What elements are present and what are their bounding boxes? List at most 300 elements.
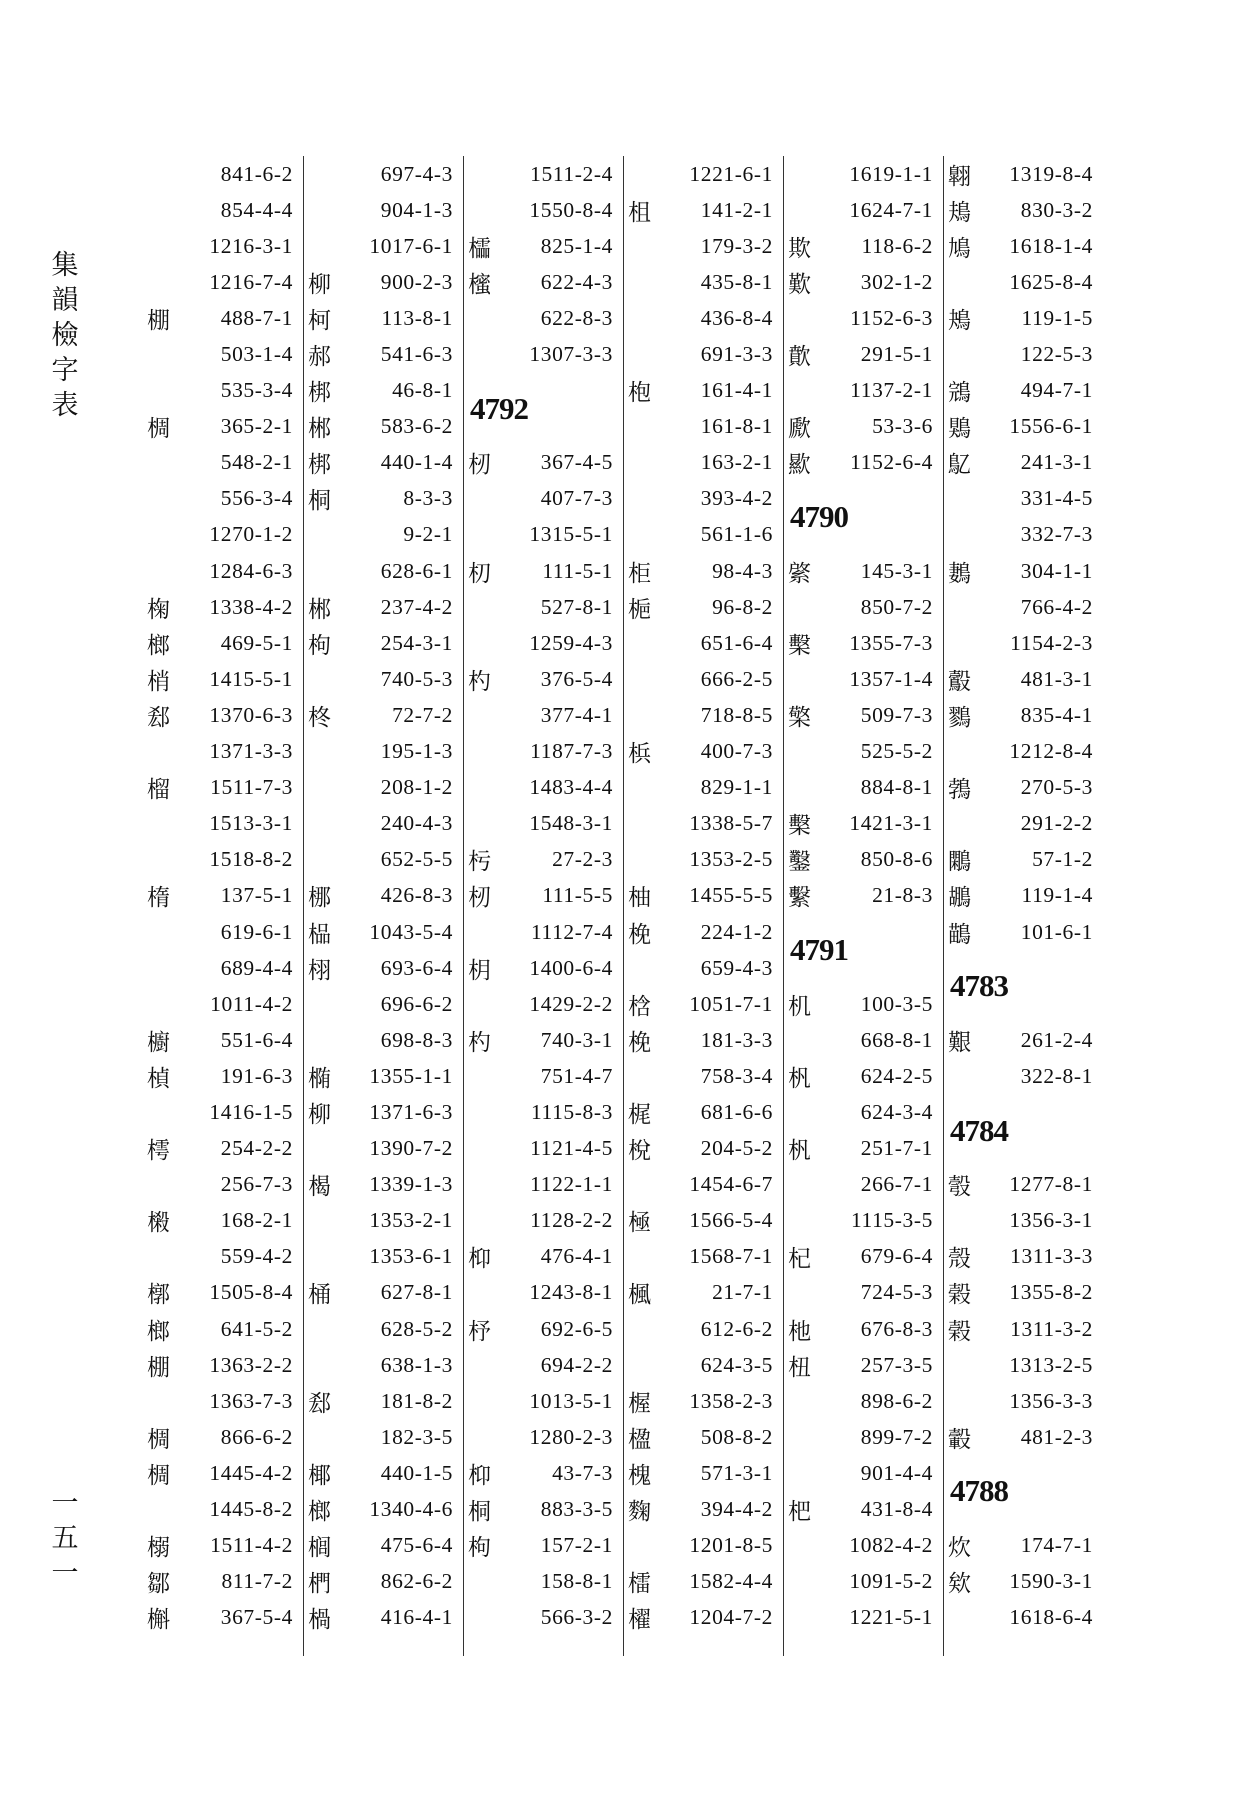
entry-character: 槲 — [147, 1607, 170, 1634]
entry-reference: 1311-3-3 — [1010, 1244, 1093, 1269]
index-entry — [304, 1167, 463, 1203]
entry-reference: 1121-4-5 — [530, 1136, 613, 1161]
entry-reference: 1358-2-3 — [689, 1388, 773, 1413]
entry-reference: 365-2-1 — [220, 414, 293, 439]
index-entry — [143, 950, 303, 986]
entry-reference: 1556-6-1 — [1009, 414, 1093, 439]
entry-reference: 1152-6-3 — [850, 305, 933, 330]
entry-character: 杋 — [788, 1138, 811, 1165]
index-entry — [304, 1022, 463, 1058]
entry-reference: 476-4-1 — [540, 1244, 613, 1269]
index-entry — [944, 878, 1103, 914]
index-column — [143, 156, 303, 1656]
index-entry — [304, 409, 463, 445]
entry-character: 梹 — [628, 741, 651, 768]
index-entry — [624, 806, 783, 842]
entry-character: 榔 — [308, 1499, 331, 1526]
index-entry — [784, 409, 943, 445]
index-entry — [944, 1600, 1103, 1636]
entry-reference: 835-4-1 — [1020, 702, 1093, 727]
entry-reference: 696-6-2 — [380, 991, 453, 1016]
entry-character: 樗 — [147, 1138, 170, 1165]
index-entry — [624, 1058, 783, 1094]
entry-reference: 261-2-4 — [1020, 1027, 1093, 1052]
entry-reference: 1338-4-2 — [209, 594, 293, 619]
index-entry — [464, 1383, 623, 1419]
entry-character: 椚 — [308, 1571, 331, 1598]
entry-character: 桐 — [308, 488, 331, 515]
entry-reference: 1363-7-3 — [209, 1388, 293, 1413]
index-entry — [304, 517, 463, 553]
entry-reference: 1315-5-1 — [529, 522, 613, 547]
entry-reference: 758-3-4 — [700, 1063, 773, 1088]
entry-character: 柤 — [628, 199, 651, 226]
index-entry — [143, 1058, 303, 1094]
entry-reference: 141-2-1 — [700, 197, 773, 222]
entry-character: 郄 — [308, 1390, 331, 1417]
entry-character: 枂 — [468, 957, 491, 984]
entry-reference: 332-7-3 — [1020, 522, 1093, 547]
index-entry — [143, 1167, 303, 1203]
entry-reference: 1339-1-3 — [369, 1172, 453, 1197]
entry-reference: 624-3-4 — [860, 1099, 933, 1124]
entry-character: 欺 — [788, 235, 811, 262]
index-entry — [304, 1094, 463, 1130]
entry-reference: 693-6-4 — [380, 955, 453, 980]
index-entry — [143, 264, 303, 300]
index-entry — [143, 1131, 303, 1167]
index-title: 集 韻 檢 字 表 — [51, 250, 79, 421]
entry-character: 杒 — [468, 885, 491, 912]
entry-character: 枊 — [468, 1246, 491, 1273]
entry-reference: 622-8-3 — [540, 305, 613, 330]
entry-reference: 1115-3-5 — [850, 1208, 933, 1233]
index-entry — [143, 156, 303, 192]
entry-character: 楓 — [628, 1282, 651, 1309]
entry-reference: 475-6-4 — [380, 1533, 453, 1558]
section-heading: 4788 — [950, 1473, 1008, 1509]
entry-character: 机 — [788, 993, 811, 1020]
index-entry — [304, 806, 463, 842]
entry-reference: 1390-7-2 — [369, 1136, 453, 1161]
entry-character: 檕 — [788, 632, 811, 659]
entry-reference: 1313-2-5 — [1009, 1352, 1093, 1377]
index-entry — [304, 1239, 463, 1275]
entry-reference: 1216-7-4 — [209, 269, 293, 294]
index-entry — [143, 625, 303, 661]
entry-character: 鶪 — [948, 416, 971, 443]
entry-character: 麴 — [628, 1499, 651, 1526]
index-entry — [944, 1347, 1103, 1383]
entry-reference: 559-4-2 — [220, 1244, 293, 1269]
entry-reference: 331-4-5 — [1020, 486, 1093, 511]
entry-reference: 43-7-3 — [552, 1460, 613, 1485]
index-entry — [464, 445, 623, 481]
entry-reference: 1338-5-7 — [689, 811, 773, 836]
entry-character: 楇 — [308, 1607, 331, 1634]
index-entry — [624, 373, 783, 409]
entry-reference: 1566-5-4 — [689, 1208, 773, 1233]
entry-reference: 291-2-2 — [1020, 811, 1093, 836]
index-column — [783, 156, 943, 1656]
page-number: 一 五 一 — [51, 1488, 79, 1589]
entry-reference: 624-2-5 — [860, 1063, 933, 1088]
entry-character: 柚 — [628, 885, 651, 912]
entry-character: 榴 — [147, 777, 170, 804]
entry-character: 鳦 — [948, 452, 971, 479]
entry-character: 榔 — [147, 632, 170, 659]
index-entry — [464, 517, 623, 553]
entry-reference: 1307-3-3 — [529, 342, 613, 367]
index-entry — [944, 914, 1103, 950]
index-entry — [944, 1528, 1103, 1564]
index-entry — [784, 1167, 943, 1203]
index-entry — [304, 156, 463, 192]
entry-character: 椰 — [308, 1462, 331, 1489]
index-entry — [143, 1491, 303, 1527]
entry-reference: 1013-5-1 — [529, 1388, 613, 1413]
section-heading: 4784 — [950, 1112, 1008, 1148]
entry-reference: 237-4-2 — [380, 594, 453, 619]
entry-reference: 884-8-1 — [860, 775, 933, 800]
entry-reference: 111-5-1 — [542, 558, 613, 583]
entry-character: 樧 — [147, 1210, 170, 1237]
entry-reference: 394-4-2 — [700, 1497, 773, 1522]
index-entry — [143, 842, 303, 878]
entry-reference: 158-8-1 — [540, 1569, 613, 1594]
entry-reference: 1221-5-1 — [849, 1605, 933, 1630]
entry-character: 柊 — [308, 704, 331, 731]
index-entry — [624, 697, 783, 733]
entry-reference: 8-3-3 — [403, 486, 453, 511]
entry-character: 椆 — [147, 1426, 170, 1453]
entry-reference: 900-2-3 — [380, 269, 453, 294]
index-entry — [944, 842, 1103, 878]
entry-reference: 1415-5-1 — [209, 666, 293, 691]
index-column — [303, 156, 463, 1656]
index-entry — [624, 1383, 783, 1419]
entry-reference: 302-1-2 — [860, 269, 933, 294]
index-entry — [143, 1239, 303, 1275]
entry-reference: 72-7-2 — [392, 702, 453, 727]
entry-reference: 1400-6-4 — [529, 955, 613, 980]
index-entry — [464, 1058, 623, 1094]
index-entry — [944, 1564, 1103, 1600]
entry-reference: 698-8-3 — [380, 1027, 453, 1052]
entry-character: 鴂 — [948, 307, 971, 334]
entry-character: 鵍 — [948, 380, 971, 407]
entry-reference: 1582-4-4 — [689, 1569, 773, 1594]
entry-reference: 691-3-3 — [700, 342, 773, 367]
entry-character: 枊 — [468, 1462, 491, 1489]
entry-reference: 119-1-4 — [1021, 883, 1093, 908]
entry-character: 繫 — [788, 885, 811, 912]
entry-character: 杒 — [468, 452, 491, 479]
entry-character: 柜 — [628, 560, 651, 587]
entry-reference: 1212-8-4 — [1009, 739, 1093, 764]
entry-character: 榈 — [308, 1535, 331, 1562]
entry-character: 槨 — [147, 1282, 170, 1309]
entry-character: 椆 — [147, 416, 170, 443]
index-entry — [944, 228, 1103, 264]
entry-reference: 174-7-1 — [1020, 1533, 1093, 1558]
index-entry — [624, 589, 783, 625]
entry-character: 朷 — [468, 560, 491, 587]
entry-reference: 481-2-3 — [1020, 1424, 1093, 1449]
index-entry — [784, 770, 943, 806]
index-entry — [944, 625, 1103, 661]
index-entry — [304, 1058, 463, 1094]
entry-reference: 113-8-1 — [381, 305, 453, 330]
entry-reference: 481-3-1 — [1020, 666, 1093, 691]
index-entry — [464, 1347, 623, 1383]
entry-reference: 122-5-3 — [1020, 342, 1093, 367]
entry-reference: 1511-7-3 — [210, 775, 293, 800]
index-entry — [143, 1455, 303, 1491]
entry-reference: 692-6-5 — [540, 1316, 613, 1341]
entry-character: 杼 — [468, 1318, 491, 1345]
index-entry — [784, 806, 943, 842]
entry-character: 桶 — [308, 1282, 331, 1309]
entry-reference: 1548-3-1 — [529, 811, 613, 836]
index-entry — [624, 517, 783, 553]
entry-reference: 291-5-1 — [860, 342, 933, 367]
entry-reference: 161-4-1 — [700, 378, 773, 403]
index-entry — [304, 264, 463, 300]
entry-character: 鵓 — [948, 777, 971, 804]
index-entry — [464, 770, 623, 806]
entry-reference: 899-7-2 — [860, 1424, 933, 1449]
entry-reference: 850-7-2 — [860, 594, 933, 619]
index-entry — [464, 1275, 623, 1311]
entry-reference: 697-4-3 — [380, 161, 453, 186]
entry-reference: 628-5-2 — [380, 1316, 453, 1341]
entry-character: 杓 — [468, 1029, 491, 1056]
index-entry — [143, 806, 303, 842]
entry-reference: 1137-2-1 — [850, 378, 933, 403]
entry-character: 鄒 — [147, 1571, 170, 1598]
entry-reference: 377-4-1 — [540, 702, 613, 727]
entry-reference: 904-1-3 — [380, 197, 453, 222]
entry-reference: 1051-7-1 — [689, 991, 773, 1016]
index-entry — [143, 697, 303, 733]
index-entry — [784, 1528, 943, 1564]
entry-character: 歞 — [788, 452, 811, 479]
index-entry — [944, 1022, 1103, 1058]
entry-reference: 1445-4-2 — [209, 1460, 293, 1485]
index-entry — [624, 770, 783, 806]
index-entry — [784, 734, 943, 770]
index-entry — [304, 373, 463, 409]
entry-reference: 179-3-2 — [700, 233, 773, 258]
entry-character: 艱 — [948, 1029, 971, 1056]
entry-reference: 1356-3-1 — [1009, 1208, 1093, 1233]
entry-reference: 509-7-3 — [860, 702, 933, 727]
entry-reference: 628-6-1 — [380, 558, 453, 583]
index-entry — [944, 517, 1103, 553]
entry-reference: 1154-2-3 — [1010, 630, 1093, 655]
entry-reference: 1277-8-1 — [1009, 1172, 1093, 1197]
entry-reference: 101-6-1 — [1020, 919, 1093, 944]
index-entry — [143, 517, 303, 553]
entry-reference: 541-6-3 — [380, 342, 453, 367]
entry-reference: 1152-6-4 — [850, 450, 933, 475]
index-entry — [784, 228, 943, 264]
index-entry — [464, 589, 623, 625]
index-entry — [143, 1347, 303, 1383]
index-entry — [624, 625, 783, 661]
index-entry — [304, 1347, 463, 1383]
entry-reference: 901-4-4 — [860, 1460, 933, 1485]
index-entry — [464, 1022, 623, 1058]
entry-reference: 1091-5-2 — [849, 1569, 933, 1594]
entry-reference: 619-6-1 — [220, 919, 293, 944]
entry-reference: 1590-3-1 — [1009, 1569, 1093, 1594]
entry-reference: 1505-8-4 — [209, 1280, 293, 1305]
entry-reference: 1511-2-4 — [530, 161, 613, 186]
entry-character: 枹 — [628, 380, 651, 407]
entry-character: 榖 — [948, 1318, 971, 1345]
entry-character: 榖 — [948, 1282, 971, 1309]
index-entry — [784, 445, 943, 481]
entry-reference: 488-7-1 — [220, 305, 293, 330]
index-entry — [624, 878, 783, 914]
index-entry — [304, 1455, 463, 1491]
entry-reference: 898-6-2 — [860, 1388, 933, 1413]
entry-character: 柯 — [308, 307, 331, 334]
entry-character: 極 — [628, 1210, 651, 1237]
index-entry — [143, 336, 303, 372]
entry-reference: 1201-8-5 — [689, 1533, 773, 1558]
index-entry — [464, 300, 623, 336]
index-entry — [624, 1131, 783, 1167]
index-entry — [784, 192, 943, 228]
index-entry — [304, 1528, 463, 1564]
entry-reference: 561-1-6 — [700, 522, 773, 547]
entry-reference: 535-3-4 — [220, 378, 293, 403]
index-entry — [464, 806, 623, 842]
index-entry — [944, 264, 1103, 300]
entry-reference: 1319-8-4 — [1009, 161, 1093, 186]
index-entry — [304, 1564, 463, 1600]
index-entry — [784, 878, 943, 914]
index-entry — [143, 1203, 303, 1239]
entry-reference: 240-4-3 — [380, 811, 453, 836]
entry-reference: 850-8-6 — [860, 847, 933, 872]
entry-reference: 548-2-1 — [220, 450, 293, 475]
index-entry — [784, 1455, 943, 1491]
entry-reference: 1518-8-2 — [209, 847, 293, 872]
entry-character: 楬 — [308, 1174, 331, 1201]
section-heading: 4790 — [790, 498, 848, 534]
index-entry — [143, 914, 303, 950]
index-entry — [624, 1528, 783, 1564]
entry-reference: 1353-6-1 — [369, 1244, 453, 1269]
entry-reference: 161-8-1 — [700, 414, 773, 439]
entry-reference: 627-8-1 — [380, 1280, 453, 1305]
entry-character: 杷 — [788, 1499, 811, 1526]
entry-reference: 1371-3-3 — [209, 739, 293, 764]
entry-reference: 416-4-1 — [380, 1605, 453, 1630]
index-entry — [143, 878, 303, 914]
index-entry — [624, 1167, 783, 1203]
index-entry — [944, 1239, 1103, 1275]
entry-reference: 551-6-4 — [220, 1027, 293, 1052]
entry-reference: 1455-5-5 — [689, 883, 773, 908]
index-entry — [784, 300, 943, 336]
index-entry — [464, 625, 623, 661]
entry-reference: 119-1-5 — [1021, 305, 1093, 330]
index-entry — [464, 697, 623, 733]
section-heading: 4783 — [950, 968, 1008, 1004]
index-entry — [944, 589, 1103, 625]
entry-character: 杝 — [788, 1318, 811, 1345]
entry-reference: 1445-8-2 — [209, 1497, 293, 1522]
entry-character: 鳺 — [948, 199, 971, 226]
index-entry — [944, 661, 1103, 697]
entry-character: 椆 — [147, 1462, 170, 1489]
section-heading: 4791 — [790, 932, 848, 968]
entry-character: 櫥 — [147, 1029, 170, 1056]
entry-reference: 1454-6-7 — [689, 1172, 773, 1197]
index-entry — [143, 192, 303, 228]
index-column — [623, 156, 783, 1656]
entry-reference: 694-2-2 — [540, 1352, 613, 1377]
entry-character: 榔 — [147, 1318, 170, 1345]
index-entry — [944, 409, 1103, 445]
index-entry — [143, 661, 303, 697]
index-entry — [624, 1094, 783, 1130]
index-entry — [784, 1419, 943, 1455]
index-entry — [464, 1528, 623, 1564]
entry-reference: 181-8-2 — [380, 1388, 453, 1413]
index-entry — [304, 914, 463, 950]
index-entry — [464, 1131, 623, 1167]
index-entry — [464, 1239, 623, 1275]
entry-reference: 1017-6-1 — [369, 233, 453, 258]
entry-reference: 57-1-2 — [1032, 847, 1093, 872]
entry-reference: 1204-7-2 — [689, 1605, 773, 1630]
index-entry — [944, 192, 1103, 228]
entry-reference: 527-8-1 — [540, 594, 613, 619]
index-entry — [624, 914, 783, 950]
entry-reference: 251-7-1 — [860, 1136, 933, 1161]
entry-reference: 1513-3-1 — [209, 811, 293, 836]
index-entry — [624, 1419, 783, 1455]
entry-reference: 652-5-5 — [380, 847, 453, 872]
entry-reference: 1284-6-3 — [209, 558, 293, 583]
entry-reference: 137-5-1 — [220, 883, 293, 908]
index-entry — [944, 1419, 1103, 1455]
index-entry — [784, 1058, 943, 1094]
entry-reference: 681-6-6 — [700, 1099, 773, 1124]
entry-character: 鶈 — [948, 560, 971, 587]
index-entry — [624, 1311, 783, 1347]
entry-reference: 1280-2-3 — [529, 1424, 613, 1449]
entry-reference: 1429-2-2 — [529, 991, 613, 1016]
entry-character: 鷴 — [948, 849, 971, 876]
entry-reference: 376-5-4 — [540, 666, 613, 691]
index-entry — [624, 986, 783, 1022]
entry-reference: 208-1-2 — [380, 775, 453, 800]
entry-character: 榀 — [308, 921, 331, 948]
entry-reference: 679-6-4 — [860, 1244, 933, 1269]
index-entry — [784, 1491, 943, 1527]
entry-reference: 393-4-2 — [700, 486, 773, 511]
index-entry — [784, 1203, 943, 1239]
entry-character: 杋 — [788, 1065, 811, 1092]
index-entry — [304, 1383, 463, 1419]
